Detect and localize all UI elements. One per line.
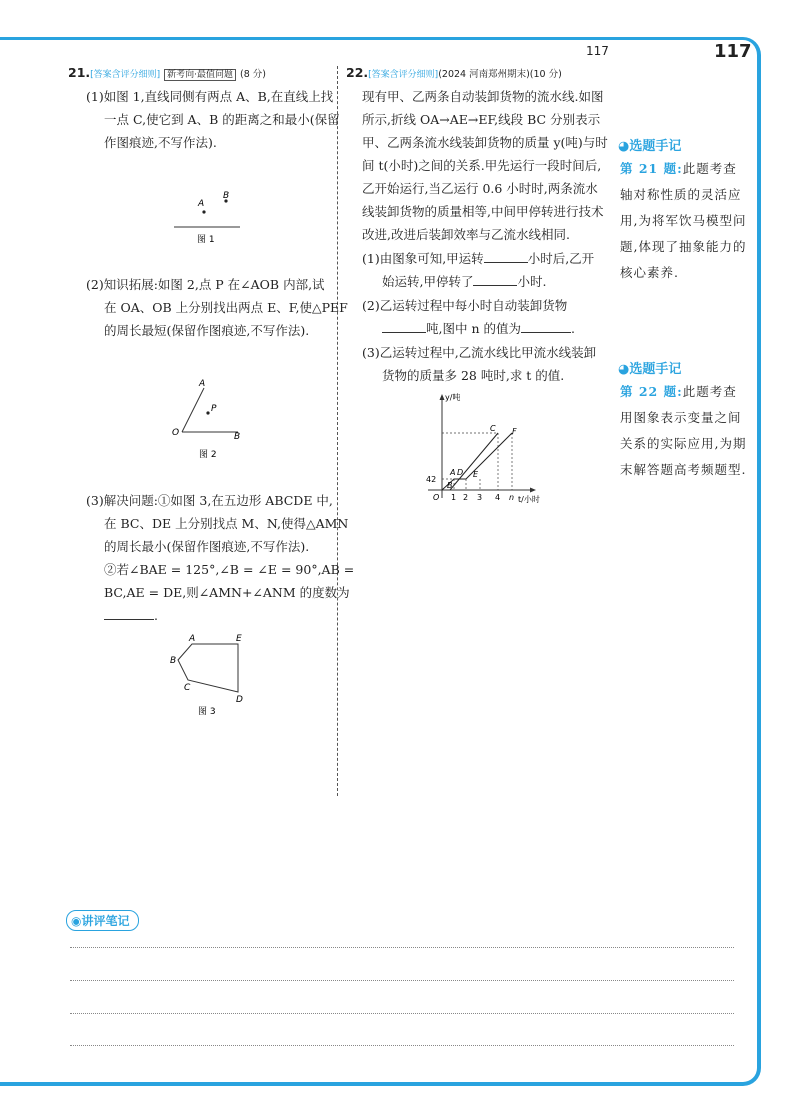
note1-body — [620, 156, 748, 286]
fig3-label-b: B — [170, 656, 177, 666]
fig1-point-a — [202, 210, 205, 213]
note1-title: 选题手记 — [629, 139, 682, 154]
graph-x-arrow — [530, 488, 536, 493]
q22-sub2-blank2[interactable] — [521, 318, 571, 333]
q21-part2-line1: (2)知识拓展:如图 2,点 P 在∠AOB 内部,试 — [86, 277, 325, 292]
graph-label-d: D — [457, 468, 464, 477]
graph-label-e: E — [473, 470, 479, 479]
q22-line4: 间 t(小时)之间的关系.甲先运行一段时间后, — [362, 158, 602, 173]
fig1-label-b: B — [223, 191, 230, 201]
q22-line6: 线装卸货物的质量相等,中间甲停转进行技术 — [362, 204, 604, 219]
q21-part3-line1: (3)解决问题:①如图 3,在五边形 ABCDE 中, — [86, 493, 333, 508]
q22-source: (2024 河南郑州期末) — [438, 69, 530, 80]
graph-label-f: F — [512, 427, 517, 436]
q22-number: 22. — [346, 65, 369, 80]
note2-title: 选题手记 — [629, 362, 682, 377]
q21-score: (8 分) — [240, 69, 267, 80]
q21-answer-blank[interactable] — [104, 605, 154, 620]
q22-sub2-blank1[interactable] — [382, 318, 426, 333]
q22-sub2-text-b: 吨,图中 n 的值为 — [426, 321, 521, 336]
q21-part3-line6 — [104, 605, 158, 627]
fig3-caption: 图 3 — [198, 707, 216, 717]
fig2-point-p — [206, 411, 209, 414]
fig3-label-e: E — [236, 634, 242, 644]
note2-qlabel: 第 22 题: — [620, 384, 683, 399]
q21-part1-line2: 一点 C,使它到 A、B 的距离之和最小(保留 — [104, 112, 340, 127]
graph-x-tick-1: 1 — [451, 493, 457, 502]
comment-notes-title: 讲评笔记 — [81, 914, 130, 928]
q22-sub2-line1: (2)乙运转过程中每小时自动装卸货物 — [362, 298, 568, 313]
q21-answer-tag[interactable]: [答案含评分细则] — [90, 70, 161, 80]
q21-part3-line3: 的周长最小(保留作图痕迹,不写作法). — [104, 539, 310, 554]
graph-label-b: B — [447, 481, 453, 490]
notes-icon: ◉ — [71, 914, 82, 928]
graph-x-tick-n: n — [509, 493, 515, 502]
q22-sub1-text-b: 小时后,乙开 — [527, 251, 595, 266]
q22-sub1-text-a: (1)由图象可知,甲运转 — [362, 251, 484, 266]
figure-2 — [166, 375, 256, 463]
note1-text: 此题考查轴对称性质的灵活应用,为将军饮马模型问题,体现了抽象能力的核心素养. — [620, 161, 747, 280]
graph-y-label: y/吨 — [445, 393, 461, 402]
q21-part2-line3: 的周长最短(保留作图痕迹,不写作法). — [104, 323, 310, 338]
note-line-1[interactable] — [70, 947, 734, 948]
q22-header — [346, 62, 562, 86]
q21-part3-line2: 在 BC、DE 上分别找点 M、N,使得△AMN — [104, 516, 349, 531]
q22-line5: 乙开始运行,当乙运行 0.6 小时时,两条流水 — [362, 181, 598, 196]
graph-origin: O — [433, 493, 440, 502]
q21-part2-line2: 在 OA、OB 上分别找出两点 E、F,使△PEF — [104, 300, 348, 315]
graph-x-label: t/小时 — [518, 495, 540, 504]
q22-answer-tag[interactable]: [答案含评分细则] — [368, 70, 439, 80]
fig2-ray-oa — [182, 388, 204, 432]
graph-x-tick-2: 2 — [463, 493, 469, 502]
q22-line2: 所示,折线 OA→AE→EF,线段 BC 分别表示 — [362, 112, 601, 127]
q22-graph — [414, 390, 554, 510]
q22-sub2-line2 — [382, 318, 575, 340]
fig2-label-a: A — [199, 379, 206, 389]
q22-sub1-text-c: 始运转,甲停转了 — [382, 274, 474, 289]
q21-header — [68, 62, 266, 86]
fig2-label-p: P — [211, 404, 217, 414]
fig3-label-d: D — [236, 695, 243, 705]
note2-header — [618, 358, 681, 377]
q21-part3-line4: ②若∠BAE = 125°,∠B = ∠E = 90°,AB = — [104, 562, 355, 577]
q22-sub1-blank2[interactable] — [473, 271, 517, 286]
note-icon: ◕ — [618, 139, 630, 154]
fig2-label-o: O — [172, 428, 180, 438]
note1-header — [618, 135, 681, 154]
q22-line1: 现有甲、乙两条自动装卸货物的流水线.如图 — [362, 89, 604, 104]
note2-body — [620, 379, 748, 483]
q22-line3: 甲、乙两条流水线装卸货物的质量 y(吨)与时 — [362, 135, 608, 150]
q22-sub3-line1: (3)乙运转过程中,乙流水线比甲流水线装卸 — [362, 345, 597, 360]
graph-y-tick: 42 — [426, 475, 437, 484]
q21-topic-tag: 新考向·最值问题 — [164, 69, 236, 81]
q21-part3-period: . — [154, 608, 158, 623]
q21-part3-line5: BC,AE = DE,则∠AMN+∠ANM 的度数为 — [104, 585, 350, 600]
fig3-label-c: C — [184, 683, 191, 693]
q22-score: (10 分) — [529, 69, 562, 80]
q22-sub3-line2: 货物的质量多 28 吨时,求 t 的值. — [382, 368, 565, 383]
page-number: 117 — [714, 41, 752, 62]
q22-sub1-line1 — [362, 248, 594, 270]
note1-qlabel: 第 21 题: — [620, 161, 683, 176]
graph-line-yi — [450, 433, 498, 490]
note2-text: 此题考查用图象表示变量之间关系的实际应用,为期末解答题高考频题型. — [620, 384, 747, 477]
q22-line7: 改进,改进后装卸效率与乙流水线相同. — [362, 227, 570, 242]
q21-part1-line3: 作图痕迹,不写作法). — [104, 135, 217, 150]
graph-label-a: A — [450, 468, 456, 477]
note-icon: ◕ — [618, 362, 630, 377]
page-number-small: 117 — [586, 44, 609, 58]
note-line-2[interactable] — [70, 980, 734, 981]
fig2-label-b: B — [234, 432, 241, 442]
comment-notes-header — [66, 910, 139, 931]
graph-x-tick-3: 3 — [477, 493, 483, 502]
graph-label-c: C — [490, 424, 496, 433]
q21-number: 21. — [68, 65, 91, 80]
graph-y-arrow — [440, 394, 445, 400]
fig1-label-a: A — [198, 199, 205, 209]
note-line-3[interactable] — [70, 1013, 734, 1014]
q22-sub1-blank1[interactable] — [484, 248, 528, 263]
column-divider — [337, 66, 338, 796]
q22-sub2-text-c: . — [570, 321, 575, 336]
graph-x-tick-4: 4 — [495, 493, 501, 502]
fig1-caption: 图 1 — [197, 235, 215, 245]
fig2-caption: 图 2 — [199, 450, 217, 460]
graph-line-jia — [442, 433, 512, 490]
figure-1 — [160, 185, 260, 255]
note-line-4[interactable] — [70, 1045, 734, 1046]
q22-sub1-line2 — [382, 271, 546, 293]
q21-part1-line1: (1)如图 1,直线同侧有两点 A、B,在直线上找 — [86, 89, 334, 104]
fig3-label-a: A — [189, 634, 196, 644]
q22-sub1-text-d: 小时. — [517, 274, 547, 289]
figure-3 — [164, 630, 264, 720]
